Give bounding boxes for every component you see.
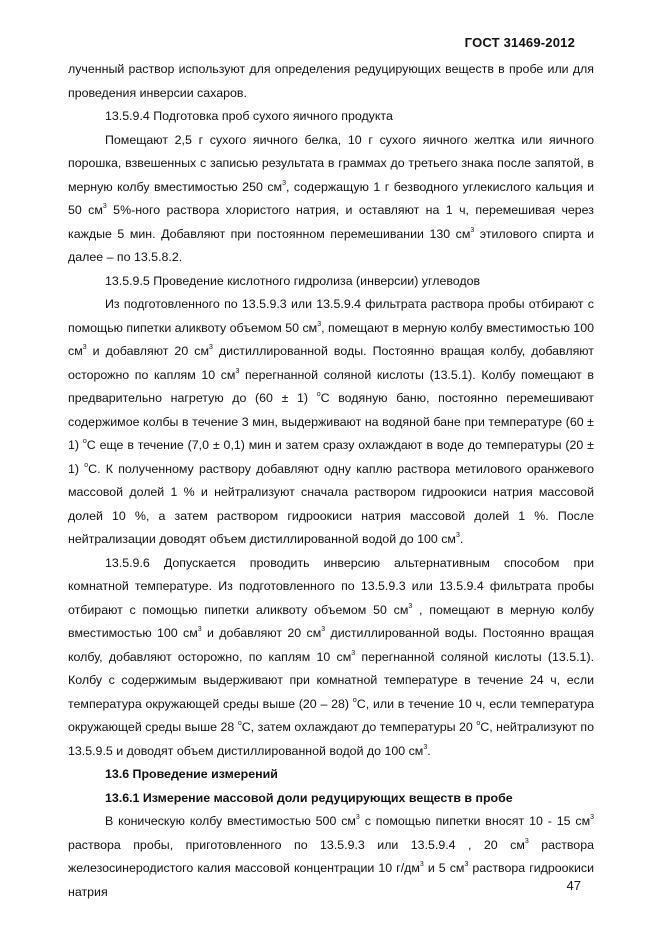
paragraph-13-5-9-6: 13.5.9.6 Допускается проводить инверсию альтернативным способом при комнатной температуре. Из подготовленного по 13.5.9.3 или 13.5.9.4 фильтрата пробы отбирают с помощью пипетки аликвоту объемом 50 $см^3$ , помещают в мерную колбу вместимостью 100 $см^3$ и добавляют 20 $см^3$ дистиллированной воды. Постоянно вращая колбу, добавляют осторожно, по каплям 10 $см^3$ перегнанной соляной кислоты (13.5.1). Колбу с содержимым выдерживают при комнатной температуре в течение 24 ч, если температура окружающей среды выше (20 – 28) $^о$С, или в течение 10 ч, если температура окружающей среды выше 28 $^о$С, затем охлаждают до температуры 20 $^о$С, нейтрализуют по 13.5.9.5 и доводят объем дистиллированной водой до 100 $см^3$. <box>68 555 595 758</box>
paragraph-acid-hydrolysis: Из подготовленного по 13.5.9.3 или 13.5.9.4 фильтрата раствора пробы отбирают с помощью пипетки аликвоту объемом 50 $см^3$, помещают в мерную колбу вместимостью 100 $см^3$ и добавляют 20 $см^3$ дистиллированной воды. Постоянно вращая колбу, добавляют осторожно по каплям 10 $см^3$ перегнанной соляной кислоты (13.5.1). Колбу помещают в предварительно нагретую до (60 ± 1) $^о$С водяную баню, постоянно перемешивают содержимое колбы в течение 3 мин, выдерживают на водяной бане при температуре (60 ± 1) $^о$С еще в течение (7,0 ± 0,1) мин и затем сразу охлаждают в воде до температуры (20 ± 1) $^о$С. К полученному раствору добавляют одну каплю раствора метилового оранжевого массовой долей 1 % и нейтрализуют сначала раствором гидроокиси натрия массовой долей 10 %, а затем раствором гидроокиси натрия массовой долей 1 %. После нейтрализации доводят объем дистиллированной водой до 100 $см^3$. <box>68 297 594 546</box>
standard-code: ГОСТ 31469-2012 <box>464 35 575 50</box>
heading-13-5-9-5: 13.5.9.5 Проведение кислотного гидролиза (инверсии) углеводов <box>105 273 481 288</box>
heading-13-5-9-4: 13.5.9.4 Подготовка проб сухого яичного продукта <box>105 109 393 123</box>
paragraph-measurement: В коническую колбу вместимостью 500 $см^3$ с помощью пипетки вносят 10 - 15 $см^3$ раствора пробы, приготовленного по 13.5.9.3 или 13.5.9.4 , 20 $см^3$ раствора железосинеродистого калия массовой концентрации 10 $г/дм^3$ и 5 $см^3$ раствора гидроокиси натрия <box>68 814 594 899</box>
paragraph-dry-egg-prep: Помещают 2,5 г сухого яичного белка, 10 г сухого яичного желтка или яичного порошка, взвешенных с записью результата в граммах до третьего знака после запятой, в мерную колбу вместимостью 250 $см^3$, содержащую 1 г безводного углекислого кальция и 50 $см^3$ 5%-ного раствора хлористого натрия, и оставляют на 1 ч, перемешивая через каждые 5 мин. Добавляют при постоянном перемешивании 130 $см^3$ этилового спирта и далее – по 13.5.8.2. <box>68 132 595 264</box>
heading-13-6-1: 13.6.1 Измерение массовой доли редуцирующих веществ в пробе <box>105 790 513 805</box>
heading-13-6: 13.6 Проведение измерений <box>105 767 278 781</box>
paragraph-continuation: лученный раствор используют для определения редуцирующих веществ в пробе или для проведения инверсии сахаров. <box>68 62 594 100</box>
page-number: 47 <box>566 878 581 893</box>
document-body <box>68 58 594 904</box>
